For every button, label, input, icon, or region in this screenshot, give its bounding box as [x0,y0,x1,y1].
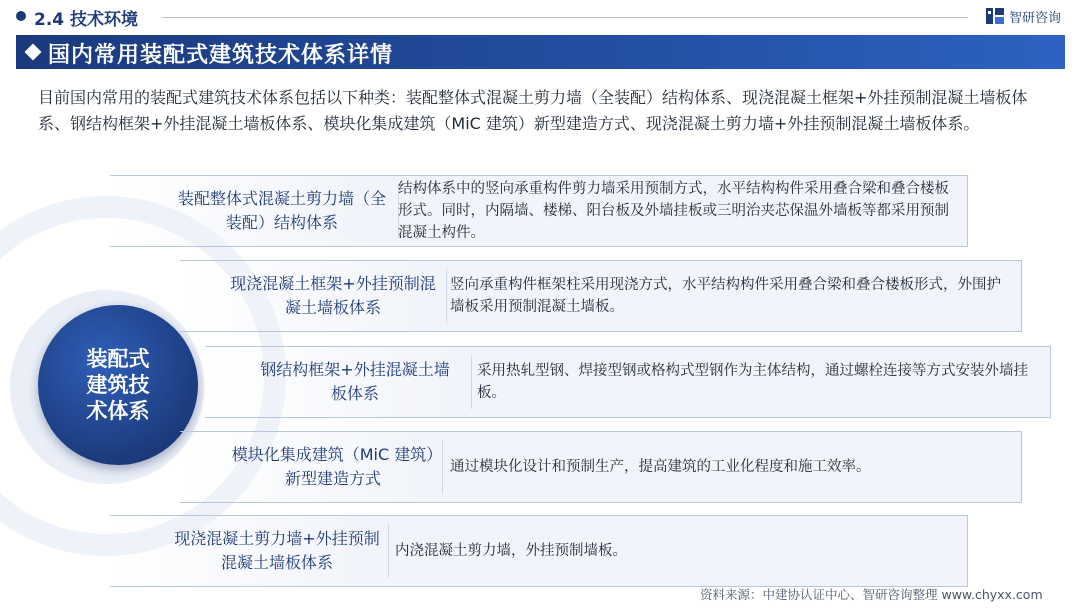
system-desc-4 [450,432,1010,502]
system-desc-text-1: 结构体系中的竖向承重构件剪力墙采用预制方式，水平结构构件采用叠合梁和叠合楼板形式。同时，内隔墙、楼梯、阳台板及外墙挂板或三明治夹芯保温外墙板等都采用预制混凝土构件。 [398,181,949,241]
row-divider [471,355,472,409]
system-desc-text-5: 内浇混凝土剪力墙，外挂预制墙板。 [395,543,627,559]
row-divider [446,269,447,323]
system-name-5: 现浇混凝土剪力墙+外挂预制混凝土墙板体系 [174,529,380,572]
system-desc-text-4: 通过模块化设计和预制生产，提高建筑的工业化程度和施工效率。 [450,459,871,475]
brand-logo-icon [985,6,1005,26]
system-desc-1 [398,176,958,246]
system-row-2 [180,260,1022,332]
system-name-3: 钢结构框架+外挂混凝土墙板体系 [260,360,450,403]
row-divider [388,524,389,578]
title-banner [16,35,1065,69]
system-row-5 [110,515,968,587]
system-desc-text-2: 竖向承重构件框架柱采用现浇方式，水平结构构件采用叠合梁和叠合楼板形式，外围护墙板采用预制混凝土墙板。 [450,277,1001,315]
system-desc-2 [450,261,1010,331]
system-name-1: 装配整体式混凝土剪力墙（全装配）结构体系 [177,189,386,232]
system-name-4: 模块化集成建筑（MiC 建筑）新型建造方式 [231,445,435,488]
system-row-4 [180,431,1022,503]
page-title: 国内常用装配式建筑技术体系详情 [48,43,394,68]
center-circle [38,305,198,465]
brand-name: 智研咨询 [1009,10,1062,26]
section-bullet [16,11,26,21]
intro-paragraph: 目前国内常用的装配式建筑技术体系包括以下种类：装配整体式混凝土剪力墙（全装配）结构体系、现浇混凝土框架+外挂预制混凝土墙板体系、钢结构框架+外挂混凝土墙板体系、模块化集成建筑（MiC 建筑）新型建造方式、现浇混凝土剪力墙+外挂预制混凝土墙板体系。 [38,88,1028,133]
system-row-1 [110,175,968,247]
center-circle-label: 装配式建筑技术体系 [86,347,150,423]
system-row-3 [205,346,1051,418]
row-divider [442,440,443,494]
source-note: 资料来源：中建协认证中心、智研咨询整理 www.chyxx.com [700,587,1043,602]
diamond-icon [25,44,42,61]
top-header [0,0,1080,34]
system-desc-text-3: 采用热轧型钢、焊接型钢或格构式型钢作为主体结构，通过螺栓连接等方式安装外墙挂板。 [477,363,1028,401]
system-desc-5 [395,516,955,586]
system-name-2: 现浇混凝土框架+外挂预制混凝土墙板体系 [230,274,436,317]
system-desc-3 [477,347,1043,417]
brand [985,6,1061,26]
header-divider [162,17,968,18]
section-heading: 2.4 技术环境 [34,10,139,30]
